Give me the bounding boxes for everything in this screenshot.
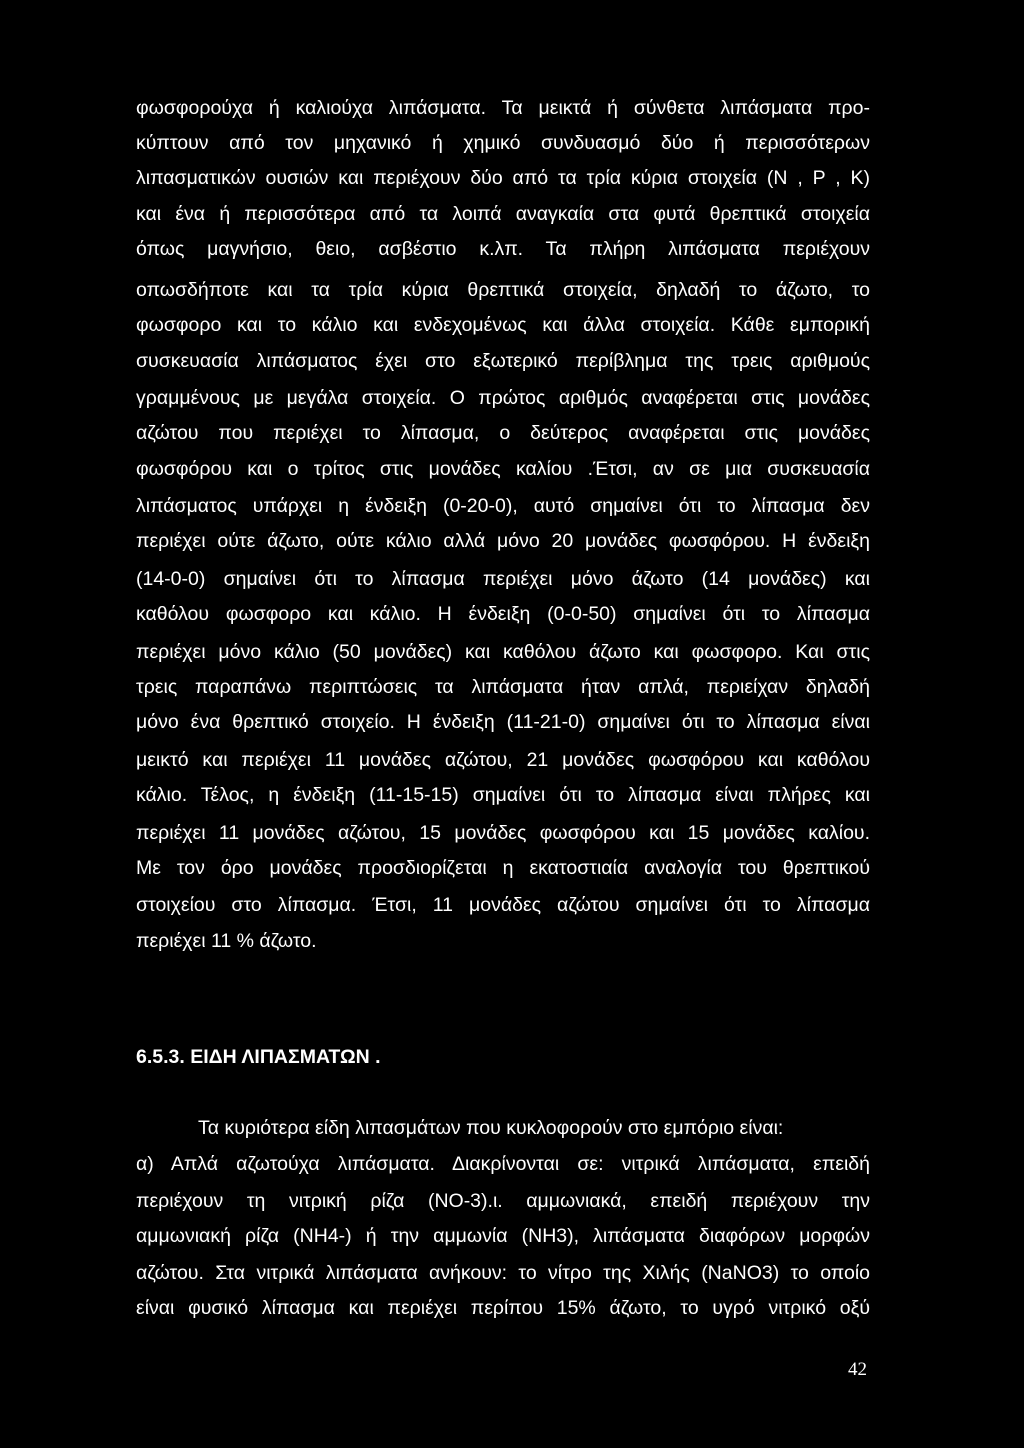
paragraph-1-line-1: φωσφορούχα ή καλιούχα λιπάσματα. Τα μεικτά ή σύνθετα λιπάσματα προ- bbox=[136, 97, 870, 119]
paragraph-1-line-12: λιπάσματος υπάρχει η ένδειξη (0-20-0), αυτό σημαίνει ότι το λίπασμα δεν bbox=[136, 495, 870, 517]
paragraph-1-line-23: στοιχείου στο λίπασμα. Έτσι, 11 μονάδες αζώτου σημαίνει ότι το λίπασμα bbox=[136, 894, 870, 916]
paragraph-1-line-7: φωσφορο και το κάλιο και ενδεχομένως και άλλα στοιχεία. Κάθε εμπορική bbox=[136, 314, 870, 336]
paragraph-1-line-14: (14-0-0) σημαίνει ότι το λίπασμα περιέχει μόνο άζωτο (14 μονάδες) και bbox=[136, 568, 870, 590]
paragraph-2-line-2: α) Απλά αζωτούχα λιπάσματα. Διακρίνονται σε: νιτρικά λιπάσματα, επειδή bbox=[136, 1153, 870, 1175]
paragraph-1-line-13: περιέχει ούτε άζωτο, ούτε κάλιο αλλά μόνο 20 μονάδες φωσφόρου. Η ένδειξη bbox=[136, 530, 870, 552]
paragraph-1-line-9: γραμμένους με μεγάλα στοιχεία. Ο πρώτος αριθμός αναφέρεται στις μονάδες bbox=[136, 387, 870, 409]
paragraph-2-line-5: αζώτου. Στα νιτρικά λιπάσματα ανήκουν: το νίτρο της Χιλής (NaNO3) το οποίο bbox=[136, 1262, 870, 1284]
paragraph-1-line-8: συσκευασία λιπάσματος έχει στο εξωτερικό περίβλημα της τρεις αριθμούς bbox=[136, 350, 870, 372]
section-heading: 6.5.3. ΕΙΔΗ ΛΙΠΑΣΜΑΤΩΝ . bbox=[136, 1046, 381, 1068]
paragraph-1-line-24: περιέχει 11 % άζωτο. bbox=[136, 930, 317, 952]
paragraph-1-line-6: οπωσδήποτε και τα τρία κύρια θρεπτικά στοιχεία, δηλαδή το άζωτο, το bbox=[136, 279, 870, 301]
paragraph-1-line-16: περιέχει μόνο κάλιο (50 μονάδες) και καθόλου άζωτο και φωσφορο. Και στις bbox=[136, 641, 870, 663]
paragraph-2-line-1: Τα κυριότερα είδη λιπασμάτων που κυκλοφορούν στο εμπόριο είναι: bbox=[198, 1117, 784, 1139]
paragraph-1-line-21: περιέχει 11 μονάδες αζώτου, 15 μονάδες φωσφόρου και 15 μονάδες καλίου. bbox=[136, 822, 870, 844]
paragraph-1-line-11: φωσφόρου και ο τρίτος στις μονάδες καλίου .Έτσι, αν σε μια συσκευασία bbox=[136, 458, 870, 480]
paragraph-1-line-15: καθόλου φωσφορο και κάλιο. Η ένδειξη (0-0-50) σημαίνει ότι το λίπασμα bbox=[136, 603, 870, 625]
paragraph-1-line-10: αζώτου που περιέχει το λίπασμα, ο δεύτερος αναφέρεται στις μονάδες bbox=[136, 422, 870, 444]
paragraph-1-line-5: όπως μαγνήσιο, θειο, ασβέστιο κ.λπ. Τα πλήρη λιπάσματα περιέχουν bbox=[136, 238, 870, 260]
paragraph-2-line-4: αμμωνιακή ρίζα (ΝΗ4-) ή την αμμωνία (ΝΗ3), λιπάσματα διαφόρων μορφών bbox=[136, 1225, 870, 1247]
paragraph-2-line-3: περιέχουν τη νιτρική ρίζα (ΝΟ-3).ι. αμμωνιακά, επειδή περιέχουν την bbox=[136, 1190, 870, 1212]
paragraph-1-line-20: κάλιο. Τέλος, η ένδειξη (11-15-15) σημαίνει ότι το λίπασμα είναι πλήρες και bbox=[136, 784, 870, 806]
paragraph-1-line-3: λιπασματικών ουσιών και περιέχουν δύο από τα τρία κύρια στοιχεία (Ν , Ρ , Κ) bbox=[136, 167, 870, 189]
page-number: 42 bbox=[848, 1359, 867, 1380]
paragraph-1-line-4: και ένα ή περισσότερα από τα λοιπά αναγκαία στα φυτά θρεπτικά στοιχεία bbox=[136, 203, 870, 225]
paragraph-1-line-2: κύπτουν από τον μηχανικό ή χημικό συνδυασμό δύο ή περισσότερων bbox=[136, 132, 870, 154]
paragraph-2-line-6: είναι φυσικό λίπασμα και περιέχει περίπου 15% άζωτο, το υγρό νιτρικό οξύ bbox=[136, 1297, 870, 1319]
paragraph-1-line-22: Με τον όρο μονάδες προσδιορίζεται η εκατοστιαία αναλογία του θρεπτικού bbox=[136, 857, 870, 879]
paragraph-1-line-17: τρεις παραπάνω περιπτώσεις τα λιπάσματα ήταν απλά, περιείχαν δηλαδή bbox=[136, 676, 870, 698]
paragraph-1-line-18: μόνο ένα θρεπτικό στοιχείο. Η ένδειξη (11-21-0) σημαίνει ότι το λίπασμα είναι bbox=[136, 711, 870, 733]
paragraph-1-line-19: μεικτό και περιέχει 11 μονάδες αζώτου, 21 μονάδες φωσφόρου και καθόλου bbox=[136, 749, 870, 771]
